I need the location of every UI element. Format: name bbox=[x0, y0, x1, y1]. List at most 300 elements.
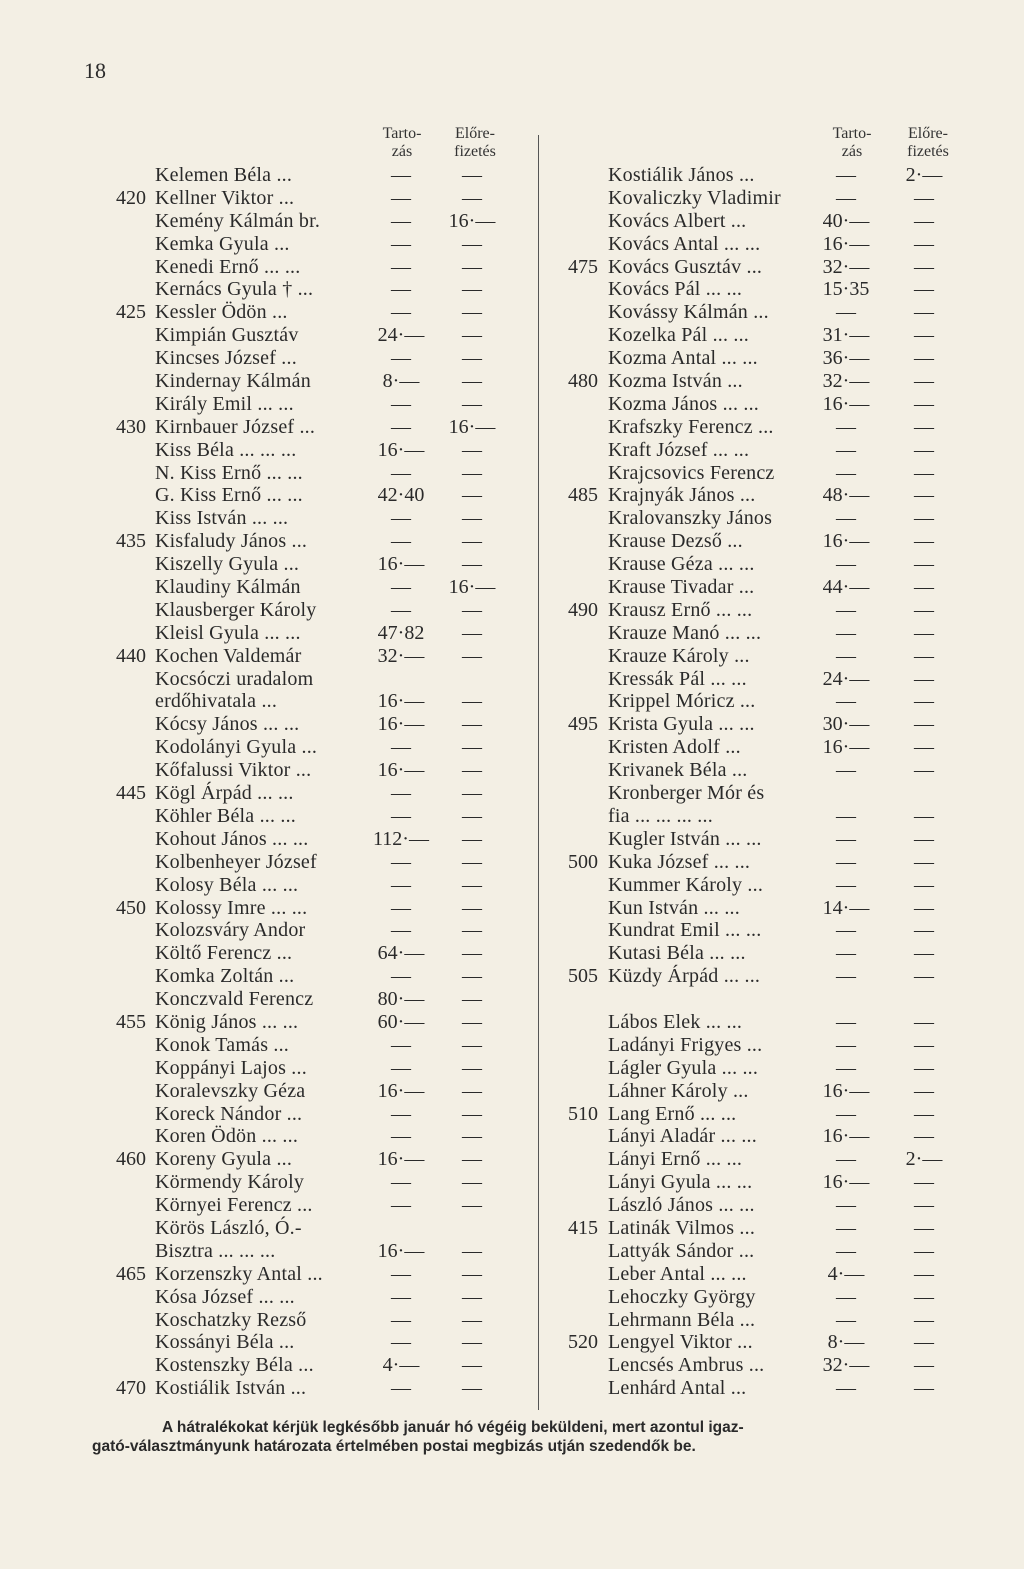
left-list-row bbox=[0, 1194, 530, 1217]
elofizetes-value: — bbox=[462, 1171, 482, 1194]
elofizetes-value: — bbox=[462, 278, 482, 301]
member-name: Kelemen Béla ... bbox=[155, 164, 293, 186]
entry-number: 490 bbox=[568, 598, 598, 621]
right-list-row bbox=[540, 530, 1024, 553]
member-name: Kiss Béla ... ... ... bbox=[155, 438, 297, 461]
tartozas-value: — bbox=[836, 598, 856, 621]
member-name: Krista Gyula ... ... bbox=[608, 713, 755, 736]
member-name: Kessler Ödön ... bbox=[155, 301, 288, 324]
elofizetes-value: — bbox=[914, 827, 934, 850]
elofizetes-value: — bbox=[914, 1331, 934, 1354]
elofizetes-value: 16·— bbox=[448, 209, 496, 232]
elofizetes-value: — bbox=[914, 1125, 934, 1148]
tartozas-value: — bbox=[391, 415, 411, 438]
member-name: Kraft József ... ... bbox=[608, 438, 750, 461]
tartozas-value: — bbox=[836, 942, 856, 965]
left-list-row bbox=[0, 439, 530, 462]
elofizetes-value: — bbox=[914, 1216, 934, 1239]
entry-number: 495 bbox=[568, 713, 598, 736]
elofizetes-value: — bbox=[462, 1194, 482, 1217]
entry-number: 520 bbox=[568, 1331, 598, 1354]
member-name: Klausberger Károly bbox=[155, 598, 317, 621]
elofizetes-value: — bbox=[914, 484, 934, 507]
tartozas-value: — bbox=[391, 1125, 411, 1148]
elofizetes-value: — bbox=[914, 1056, 934, 1079]
tartozas-value: — bbox=[391, 392, 411, 415]
elofizetes-value: — bbox=[914, 1102, 934, 1125]
right-list-row bbox=[540, 1034, 1024, 1057]
member-name: fia ... ... ... ... bbox=[608, 804, 713, 827]
tartozas-value: — bbox=[836, 850, 856, 873]
elofizetes-value: — bbox=[462, 827, 482, 850]
elofizetes-value: — bbox=[914, 942, 934, 965]
member-name: Kozelka Pál ... ... bbox=[608, 324, 749, 347]
member-name: Koreck Nándor ... bbox=[155, 1102, 303, 1125]
right-list-row bbox=[540, 1125, 1024, 1148]
entry-number: 440 bbox=[116, 644, 146, 667]
tartozas-value: 48·— bbox=[822, 484, 870, 507]
right-list-row bbox=[540, 759, 1024, 782]
right-list-row bbox=[540, 874, 1024, 897]
elofizetes-value: — bbox=[462, 324, 482, 347]
tartozas-value: 8·— bbox=[382, 370, 420, 393]
elofizetes-value: — bbox=[914, 347, 934, 370]
right-list-row bbox=[540, 645, 1024, 668]
elofizetes-value: — bbox=[914, 667, 934, 690]
elofizetes-value: — bbox=[914, 621, 934, 644]
elofizetes-value: — bbox=[462, 553, 482, 576]
entry-number: 435 bbox=[116, 530, 146, 553]
elofizetes-value: — bbox=[462, 1354, 482, 1377]
left-list-row bbox=[0, 1057, 530, 1080]
member-name: Korzenszky Antal ... bbox=[155, 1262, 323, 1285]
left-list-row bbox=[0, 324, 530, 347]
tartozas-value: 60·— bbox=[377, 1010, 425, 1033]
right-list-row bbox=[540, 1240, 1024, 1263]
member-name: Lágler Gyula ... ... bbox=[608, 1056, 759, 1079]
member-name: Krivanek Béla ... bbox=[608, 759, 748, 782]
right-list-row bbox=[540, 1263, 1024, 1286]
member-name: Kristen Adolf ... bbox=[608, 736, 741, 759]
member-name: Krajnyák János ... bbox=[608, 484, 756, 507]
elofizetes-value: — bbox=[462, 1033, 482, 1056]
tartozas-value: — bbox=[836, 873, 856, 896]
elofizetes-value: — bbox=[914, 301, 934, 324]
member-name: Kressák Pál ... ... bbox=[608, 667, 747, 690]
elofizetes-value: — bbox=[462, 347, 482, 370]
member-name: Kovássy Kálmán ... bbox=[608, 301, 769, 324]
tartozas-value: 42·40 bbox=[377, 484, 425, 507]
right-list-row bbox=[540, 347, 1024, 370]
right-list-row bbox=[540, 416, 1024, 439]
member-name: Krausz Ernő ... ... bbox=[608, 598, 753, 621]
right-list-row bbox=[540, 576, 1024, 599]
right-list-row bbox=[540, 1194, 1024, 1217]
elofizetes-value: — bbox=[462, 1079, 482, 1102]
elofizetes-value: — bbox=[462, 1125, 482, 1148]
member-name: G. Kiss Ernő ... ... bbox=[155, 484, 303, 507]
left-list-row bbox=[0, 416, 530, 439]
tartozas-value: — bbox=[391, 1033, 411, 1056]
left-list-row bbox=[0, 645, 530, 668]
right-list-row bbox=[540, 782, 1024, 805]
member-name: Körmendy Károly bbox=[155, 1171, 305, 1194]
right-list-row bbox=[540, 1148, 1024, 1171]
elofizetes-value: — bbox=[914, 186, 934, 209]
member-name: Kernács Gyula † ... bbox=[155, 278, 314, 301]
member-name: Lányi Ernő ... ... bbox=[608, 1148, 743, 1171]
tartozas-value: 32·— bbox=[822, 370, 870, 393]
tartozas-value: — bbox=[836, 1194, 856, 1217]
entry-number: 465 bbox=[116, 1262, 146, 1285]
tartozas-value: — bbox=[391, 782, 411, 805]
left-list-row bbox=[0, 736, 530, 759]
tartozas-value: 80·— bbox=[377, 988, 425, 1011]
right-list-row bbox=[540, 1103, 1024, 1126]
left-header-tartozas: Tarto- zás bbox=[382, 125, 422, 160]
left-list-row bbox=[0, 1309, 530, 1332]
tartozas-value: 16·— bbox=[377, 690, 425, 713]
right-list-row bbox=[540, 919, 1024, 942]
entry-number: 485 bbox=[568, 484, 598, 507]
elofizetes-value: — bbox=[462, 896, 482, 919]
tartozas-value: — bbox=[391, 576, 411, 599]
member-name: Környei Ferencz ... bbox=[155, 1194, 313, 1217]
left-list-row bbox=[0, 1103, 530, 1126]
tartozas-value: — bbox=[391, 530, 411, 553]
tartozas-value: — bbox=[391, 1331, 411, 1354]
member-name: Kőfalussi Viktor ... bbox=[155, 759, 312, 782]
left-list-row bbox=[0, 1240, 530, 1263]
elofizetes-value: — bbox=[462, 1239, 482, 1262]
elofizetes-value: — bbox=[914, 1010, 934, 1033]
elofizetes-value: — bbox=[462, 255, 482, 278]
member-name: Kralovanszky János bbox=[608, 507, 773, 530]
member-name: Kohout János ... ... bbox=[155, 827, 309, 850]
entry-number: 455 bbox=[116, 1010, 146, 1033]
right-list-row bbox=[540, 278, 1024, 301]
tartozas-value: — bbox=[391, 1308, 411, 1331]
elofizetes-value: — bbox=[914, 278, 934, 301]
tartozas-value: — bbox=[391, 919, 411, 942]
elofizetes-value: — bbox=[462, 621, 482, 644]
elofizetes-value: — bbox=[462, 438, 482, 461]
tartozas-value: 16·— bbox=[822, 1171, 870, 1194]
left-list-row bbox=[0, 347, 530, 370]
entry-number: 425 bbox=[116, 301, 146, 324]
page-number: 18 bbox=[84, 58, 106, 83]
member-name: N. Kiss Ernő ... ... bbox=[155, 461, 303, 484]
right-list-row bbox=[540, 942, 1024, 965]
tartozas-value: 36·— bbox=[822, 347, 870, 370]
left-list-row bbox=[0, 942, 530, 965]
right-list-row bbox=[540, 988, 1024, 1011]
elofizetes-value: 2·— bbox=[905, 164, 943, 186]
tartozas-value: — bbox=[391, 1194, 411, 1217]
elofizetes-value: — bbox=[462, 988, 482, 1011]
elofizetes-value: — bbox=[462, 942, 482, 965]
member-name: Kochen Valdemár bbox=[155, 644, 302, 667]
member-name: Konok Tamás ... bbox=[155, 1033, 289, 1056]
member-name: Láhner Károly ... bbox=[608, 1079, 749, 1102]
elofizetes-value: — bbox=[462, 713, 482, 736]
right-list-row bbox=[540, 828, 1024, 851]
left-list-row bbox=[0, 370, 530, 393]
tartozas-value: 24·— bbox=[377, 324, 425, 347]
right-list-row bbox=[540, 370, 1024, 393]
left-list-row bbox=[0, 484, 530, 507]
tartozas-value: — bbox=[836, 415, 856, 438]
left-list-row bbox=[0, 599, 530, 622]
elofizetes-value: — bbox=[462, 804, 482, 827]
member-name: Kósa József ... ... bbox=[155, 1285, 295, 1308]
tartozas-value: 24·— bbox=[822, 667, 870, 690]
right-list-row bbox=[540, 1011, 1024, 1034]
elofizetes-value: — bbox=[914, 850, 934, 873]
elofizetes-value: — bbox=[462, 392, 482, 415]
member-name: Krauze Manó ... ... bbox=[608, 621, 762, 644]
elofizetes-value: 2·— bbox=[905, 1148, 943, 1171]
elofizetes-value: — bbox=[462, 1331, 482, 1354]
tartozas-value: — bbox=[836, 186, 856, 209]
member-name: Krause Tivadar ... bbox=[608, 576, 755, 599]
left-list-row bbox=[0, 1263, 530, 1286]
right-member-list bbox=[540, 164, 1024, 1400]
right-list-row bbox=[540, 622, 1024, 645]
member-name: Koreny Gyula ... bbox=[155, 1148, 293, 1171]
member-name: Koren Ödön ... ... bbox=[155, 1125, 299, 1148]
entry-number: 450 bbox=[116, 896, 146, 919]
right-list-row bbox=[540, 324, 1024, 347]
member-name: Latinák Vilmos ... bbox=[608, 1216, 756, 1239]
member-name: Kócsy János ... ... bbox=[155, 713, 300, 736]
left-list-row bbox=[0, 164, 530, 187]
member-name: Koschatzky Rezső bbox=[155, 1308, 307, 1331]
member-name: Kellner Viktor ... bbox=[155, 186, 295, 209]
member-name: Kovaliczky Vladimir bbox=[608, 186, 781, 209]
tartozas-value: — bbox=[391, 301, 411, 324]
left-list-row bbox=[0, 462, 530, 485]
elofizetes-value: — bbox=[462, 232, 482, 255]
elofizetes-value: — bbox=[914, 370, 934, 393]
elofizetes-value: — bbox=[914, 644, 934, 667]
elofizetes-value: — bbox=[462, 1010, 482, 1033]
right-list-row bbox=[540, 462, 1024, 485]
member-name: Kolozsváry Andor bbox=[155, 919, 306, 942]
elofizetes-value: — bbox=[914, 232, 934, 255]
elofizetes-value: — bbox=[914, 804, 934, 827]
member-name: Kimpián Gusztáv bbox=[155, 324, 299, 347]
tartozas-value: 32·— bbox=[822, 1354, 870, 1377]
member-name: Kögl Árpád ... ... bbox=[155, 782, 294, 805]
member-name: Kozma János ... ... bbox=[608, 392, 759, 415]
tartozas-value: 112·— bbox=[373, 827, 429, 850]
left-list-row bbox=[0, 828, 530, 851]
member-name: Kundrat Emil ... ... bbox=[608, 919, 762, 942]
tartozas-value: — bbox=[391, 736, 411, 759]
tartozas-value: 15·35 bbox=[822, 278, 870, 301]
tartozas-value: — bbox=[391, 1102, 411, 1125]
member-name: Kovács Gusztáv ... bbox=[608, 255, 763, 278]
member-name: Bisztra ... ... ... bbox=[155, 1239, 276, 1262]
left-list-row bbox=[0, 690, 530, 713]
right-list-row bbox=[540, 1377, 1024, 1400]
tartozas-value: — bbox=[836, 461, 856, 484]
member-name: Kincses József ... bbox=[155, 347, 297, 370]
elofizetes-value: — bbox=[462, 1308, 482, 1331]
tartozas-value: 32·— bbox=[377, 644, 425, 667]
left-list-row bbox=[0, 713, 530, 736]
tartozas-value: — bbox=[836, 1239, 856, 1262]
elofizetes-value: — bbox=[462, 370, 482, 393]
tartozas-value: — bbox=[836, 919, 856, 942]
elofizetes-value: — bbox=[914, 873, 934, 896]
entry-number: 415 bbox=[568, 1216, 598, 1239]
member-name: Lencsés Ambrus ... bbox=[608, 1354, 765, 1377]
tartozas-value: — bbox=[391, 507, 411, 530]
elofizetes-value: — bbox=[462, 461, 482, 484]
tartozas-value: — bbox=[836, 827, 856, 850]
left-list-row bbox=[0, 851, 530, 874]
right-list-row bbox=[540, 1354, 1024, 1377]
member-name: Kiss István ... ... bbox=[155, 507, 289, 530]
tartozas-value: — bbox=[836, 965, 856, 988]
elofizetes-value: — bbox=[914, 530, 934, 553]
member-name: Kostenszky Béla ... bbox=[155, 1354, 314, 1377]
left-list-row bbox=[0, 1034, 530, 1057]
member-name: Kemka Gyula ... bbox=[155, 232, 290, 255]
member-name: Ladányi Frigyes ... bbox=[608, 1033, 763, 1056]
elofizetes-value: — bbox=[462, 1262, 482, 1285]
tartozas-value: — bbox=[391, 1171, 411, 1194]
elofizetes-value: — bbox=[462, 530, 482, 553]
left-list-row bbox=[0, 553, 530, 576]
tartozas-value: — bbox=[391, 1056, 411, 1079]
entry-number: 460 bbox=[116, 1148, 146, 1171]
elofizetes-value: — bbox=[914, 1033, 934, 1056]
tartozas-value: — bbox=[391, 850, 411, 873]
tartozas-value: — bbox=[836, 1056, 856, 1079]
tartozas-value: 16·— bbox=[822, 736, 870, 759]
member-name: Lehoczky György bbox=[608, 1285, 756, 1308]
elofizetes-value: — bbox=[914, 1239, 934, 1262]
left-list-row bbox=[0, 1331, 530, 1354]
tartozas-value: — bbox=[391, 461, 411, 484]
member-name: Király Emil ... ... bbox=[155, 392, 294, 415]
tartozas-value: — bbox=[391, 873, 411, 896]
member-name: Kossányi Béla ... bbox=[155, 1331, 295, 1354]
tartozas-value: 64·— bbox=[377, 942, 425, 965]
right-list-row bbox=[540, 690, 1024, 713]
member-name: erdőhivatala ... bbox=[155, 690, 278, 713]
elofizetes-value: — bbox=[914, 919, 934, 942]
right-list-row bbox=[540, 1286, 1024, 1309]
tartozas-value: 44·— bbox=[822, 576, 870, 599]
member-name: Kronberger Mór és bbox=[608, 782, 765, 805]
member-name: Kutasi Béla ... ... bbox=[608, 942, 746, 965]
tartozas-value: — bbox=[391, 186, 411, 209]
tartozas-value: — bbox=[391, 896, 411, 919]
elofizetes-value: — bbox=[914, 461, 934, 484]
member-name: Lányi Aladár ... ... bbox=[608, 1125, 757, 1148]
member-name: Kun István ... ... bbox=[608, 896, 740, 919]
member-name: Kemény Kálmán br. bbox=[155, 209, 321, 232]
member-name: Lehrmann Béla ... bbox=[608, 1308, 756, 1331]
elofizetes-value: — bbox=[914, 438, 934, 461]
member-name: Köhler Béla ... ... bbox=[155, 804, 296, 827]
left-list-row bbox=[0, 874, 530, 897]
elofizetes-value: 16·— bbox=[448, 576, 496, 599]
left-list-row bbox=[0, 187, 530, 210]
right-list-row bbox=[540, 1171, 1024, 1194]
tartozas-value: 40·— bbox=[822, 209, 870, 232]
tartozas-value: — bbox=[836, 1377, 856, 1400]
tartozas-value: — bbox=[836, 621, 856, 644]
elofizetes-value: — bbox=[914, 736, 934, 759]
elofizetes-value: — bbox=[914, 690, 934, 713]
left-header-elofizetes: Előre- fizetés bbox=[454, 125, 496, 160]
left-list-row bbox=[0, 1354, 530, 1377]
left-list-row bbox=[0, 256, 530, 279]
left-list-row bbox=[0, 1171, 530, 1194]
elofizetes-value: — bbox=[914, 553, 934, 576]
left-list-row bbox=[0, 393, 530, 416]
tartozas-value: — bbox=[836, 301, 856, 324]
left-list-row bbox=[0, 301, 530, 324]
tartozas-value: 16·— bbox=[822, 1079, 870, 1102]
left-list-row bbox=[0, 210, 530, 233]
tartozas-value: 16·— bbox=[822, 530, 870, 553]
right-list-row bbox=[540, 713, 1024, 736]
right-list-row bbox=[540, 736, 1024, 759]
member-name: Lányi Gyula ... ... bbox=[608, 1171, 753, 1194]
elofizetes-value: — bbox=[462, 1102, 482, 1125]
tartozas-value: — bbox=[836, 1148, 856, 1171]
right-header-elofizetes: Előre- fizetés bbox=[907, 125, 949, 160]
elofizetes-value: — bbox=[462, 301, 482, 324]
right-list-row bbox=[540, 553, 1024, 576]
elofizetes-value: — bbox=[914, 324, 934, 347]
elofizetes-value: — bbox=[914, 1262, 934, 1285]
right-list-row bbox=[540, 965, 1024, 988]
right-list-row bbox=[540, 187, 1024, 210]
tartozas-value: 16·— bbox=[377, 759, 425, 782]
entry-number: 510 bbox=[568, 1102, 598, 1125]
entry-number: 470 bbox=[116, 1377, 146, 1400]
left-list-row bbox=[0, 897, 530, 920]
member-name: Kovács Albert ... bbox=[608, 209, 747, 232]
left-list-row bbox=[0, 965, 530, 988]
left-list-row bbox=[0, 507, 530, 530]
elofizetes-value: — bbox=[914, 415, 934, 438]
tartozas-value: — bbox=[391, 1377, 411, 1400]
left-list-row bbox=[0, 1217, 530, 1240]
tartozas-value: — bbox=[391, 347, 411, 370]
elofizetes-value: — bbox=[462, 484, 482, 507]
member-name: Kolbenheyer József bbox=[155, 850, 317, 873]
tartozas-value: — bbox=[836, 644, 856, 667]
tartozas-value: — bbox=[391, 255, 411, 278]
tartozas-value: 16·— bbox=[822, 1125, 870, 1148]
member-name: Kummer Károly ... bbox=[608, 873, 764, 896]
elofizetes-value: — bbox=[914, 759, 934, 782]
right-list-row bbox=[540, 1331, 1024, 1354]
member-name: Koralevszky Géza bbox=[155, 1079, 306, 1102]
member-name: König János ... ... bbox=[155, 1010, 299, 1033]
elofizetes-value: — bbox=[914, 1285, 934, 1308]
member-name: Klaudiny Kálmán bbox=[155, 576, 301, 599]
right-list-row bbox=[540, 1080, 1024, 1103]
